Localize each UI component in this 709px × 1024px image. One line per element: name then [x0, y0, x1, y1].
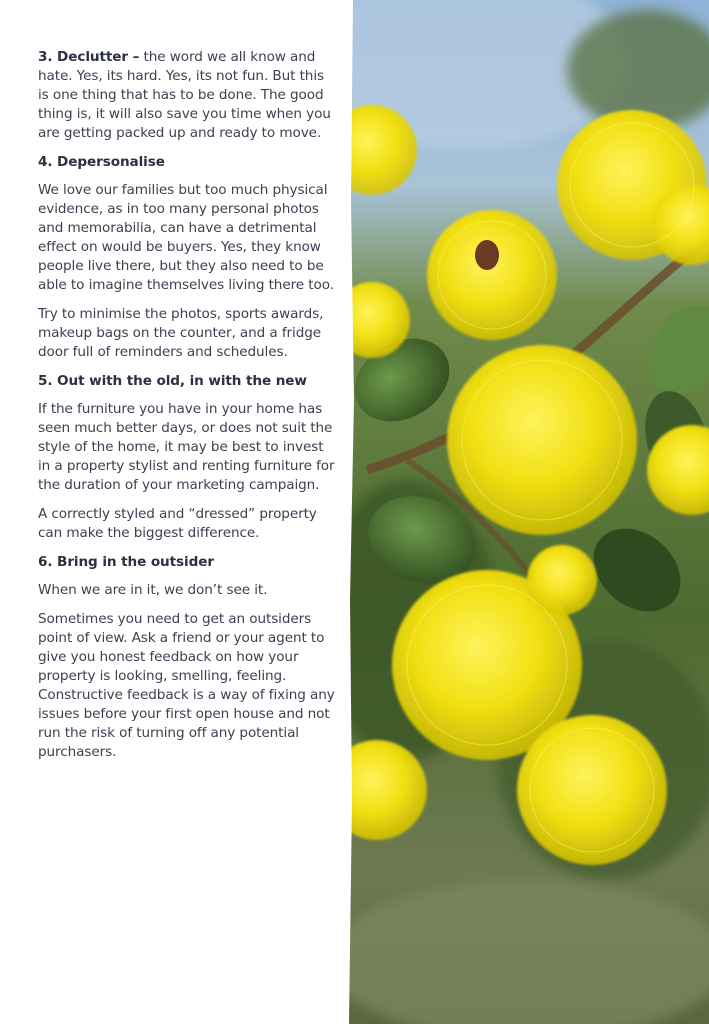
out-with-old-heading: 5. Out with the old, in with the new [38, 373, 307, 389]
depersonalise-paragraph-2: Try to minimise the photos, sports awards, makeup bags on the counter, and a fridge door full of reminders and schedules. [38, 306, 324, 360]
out-with-old-paragraph-1: If the furniture you have in your home has seen much better days, or does not suit the style of the home, it may be best to invest in a property stylist and renting furniture for the duration of your marketing campaign. [38, 401, 335, 493]
outsider-paragraph-1: When we are in it, we don’t see it. [38, 582, 268, 598]
out-with-old-paragraph-2: A correctly styled and “dressed” property can make the biggest difference. [38, 506, 317, 541]
outsider-heading: 6. Bring in the outsider [38, 554, 214, 570]
declutter-paragraph [38, 48, 336, 143]
outsider-paragraph-2: Sometimes you need to get an outsiders point of view. Ask a friend or your agent to give you honest feedback on how your property is looking, smelling, feeling. Constructive feedback is a way of fixing any issues before your first open house and not run the risk of turning off any potential purchasers. [38, 611, 335, 760]
article-text-column [38, 48, 336, 772]
depersonalise-heading: 4. Depersonalise [38, 154, 165, 170]
wattle-flower-photo [347, 0, 709, 1024]
declutter-body: the word we all know and hate. Yes, its hard. Yes, its not fun. But this is one thing that has to be done. The good thing is, it will also save you time when you are getting packed up and ready to move. [38, 49, 331, 141]
declutter-label: 3. Declutter – [38, 49, 140, 65]
depersonalise-paragraph-1: We love our families but too much physical evidence, as in too many personal photos and memorabilia, can have a detrimental effect on would be buyers. Yes, they know people live there, but they also need to be able to imagine themselves living there too. [38, 182, 334, 293]
